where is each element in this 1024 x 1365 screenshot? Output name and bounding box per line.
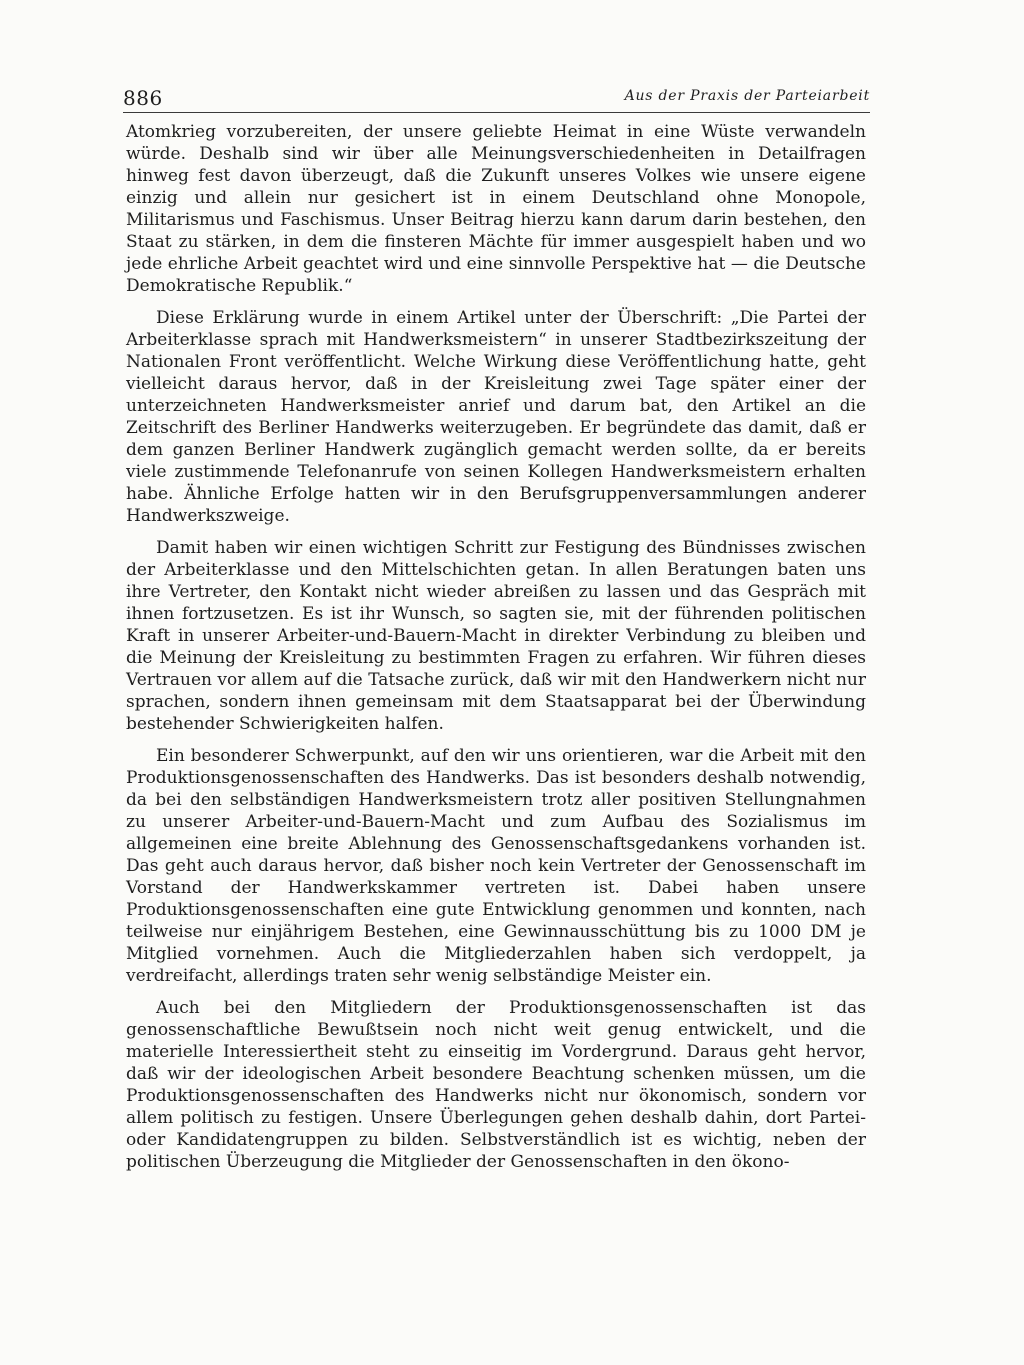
page-number: 886	[123, 86, 163, 110]
paragraph: Ein besonderer Schwerpunkt, auf den wir uns orientieren, war die Arbeit mit den Produktionsgenossenschaften des Handwerks. Das ist besonders deshalb notwendig, da bei den selbständigen Handwerksmeistern trotz aller positiven Stellungnahmen zu unserer Arbeiter-und-Bauern-Macht und zum Aufbau des Sozialismus im allgemeinen eine breite Ablehnung des Genossenschaftsgedankens vorhanden ist. Das geht auch daraus hervor, daß bisher noch kein Vertreter der Genossenschaft im Vorstand der Handwerkskammer vertreten ist. Dabei haben unsere Produktionsgenossenschaften eine gute Entwicklung genommen und konnten, nach teilweise nur einjährigem Bestehen, eine Gewinnausschüttung bis zu 1000 DM je Mitglied vornehmen. Auch die Mitgliederzahlen haben sich verdoppelt, ja verdreifacht, allerdings traten sehr wenig selbständige Meister ein.	[126, 746, 866, 986]
paragraph: Damit haben wir einen wichtigen Schritt zur Festigung des Bündnisses zwischen der Arbeiterklasse und den Mittelschichten getan. In allen Beratungen baten uns ihre Vertreter, den Kontakt nicht wieder abreißen zu lassen und das Gespräch mit ihnen fortzusetzen. Es ist ihr Wunsch, so sagten sie, mit der führenden politischen Kraft in unserer Arbeiter-und-Bauern-Macht in direkter Verbindung zu bleiben und die Meinung der Kreisleitung zu bestimmten Fragen zu erfahren. Wir führen dieses Vertrauen vor allem auf die Tatsache zurück, daß wir mit den Handwerkern nicht nur sprachen, sondern ihnen gemeinsam mit dem Staatsapparat bei der Überwindung bestehender Schwierigkeiten halfen.	[126, 538, 866, 734]
paragraph: Diese Erklärung wurde in einem Artikel unter der Überschrift: „Die Partei der Arbeiterklasse sprach mit Handwerksmeistern“ in unserer Stadtbezirkszeitung der Nationalen Front veröffentlicht. Welche Wirkung diese Veröffentlichung hatte, geht vielleicht daraus hervor, daß in der Kreisleitung zwei Tage später einer der unterzeichneten Handwerksmeister anrief und darum bat, den Artikel an die Zeitschrift des Berliner Handwerks weiterzugeben. Er begründete das damit, daß er dem ganzen Berliner Handwerk zugänglich gemacht werden sollte, da er bereits viele zustimmende Telefonanrufe von seinen Kollegen Handwerksmeistern erhalten habe. Ähnliche Erfolge hatten wir in den Berufsgruppenversammlungen anderer Handwerkszweige.	[126, 308, 866, 526]
running-header	[123, 84, 870, 113]
body-text	[126, 121, 866, 1173]
paragraph: Atomkrieg vorzubereiten, der unsere geliebte Heimat in eine Wüste verwandeln würde. Deshalb sind wir über alle Meinungsverschiedenheiten in Detailfragen hinweg fest davon überzeugt, daß die Zukunft unseres Volkes wie unsere eigene einzig und allein nur gesichert ist in einem Deutschland ohne Monopole, Militarismus und Faschismus. Unser Beitrag hierzu kann darum darin bestehen, den Staat zu stärken, in dem die finsteren Mächte für immer ausgespielt haben und wo jede ehrliche Arbeit geachtet wird und eine sinnvolle Perspektive hat — die Deutsche Demokratische Republik.“	[126, 122, 866, 296]
section-title: Aus der Praxis der Parteiarbeit	[624, 88, 870, 104]
paragraph: Auch bei den Mitgliedern der Produktionsgenossenschaften ist das genossenschaftliche Bewußtsein noch nicht weit genug entwickelt, und die materielle Interessiertheit steht zu einseitig im Vordergrund. Daraus geht hervor, daß wir der ideologischen Arbeit besondere Beachtung schenken müssen, um die Produktionsgenossenschaften des Handwerks nicht nur ökonomisch, sondern vor allem politisch zu festigen. Unsere Überlegungen gehen deshalb dahin, dort Partei- oder Kandidatengruppen zu bilden. Selbstverständlich ist es wichtig, neben der politischen Überzeugung die Mitglieder der Genossenschaften in den ökono-	[126, 998, 866, 1172]
